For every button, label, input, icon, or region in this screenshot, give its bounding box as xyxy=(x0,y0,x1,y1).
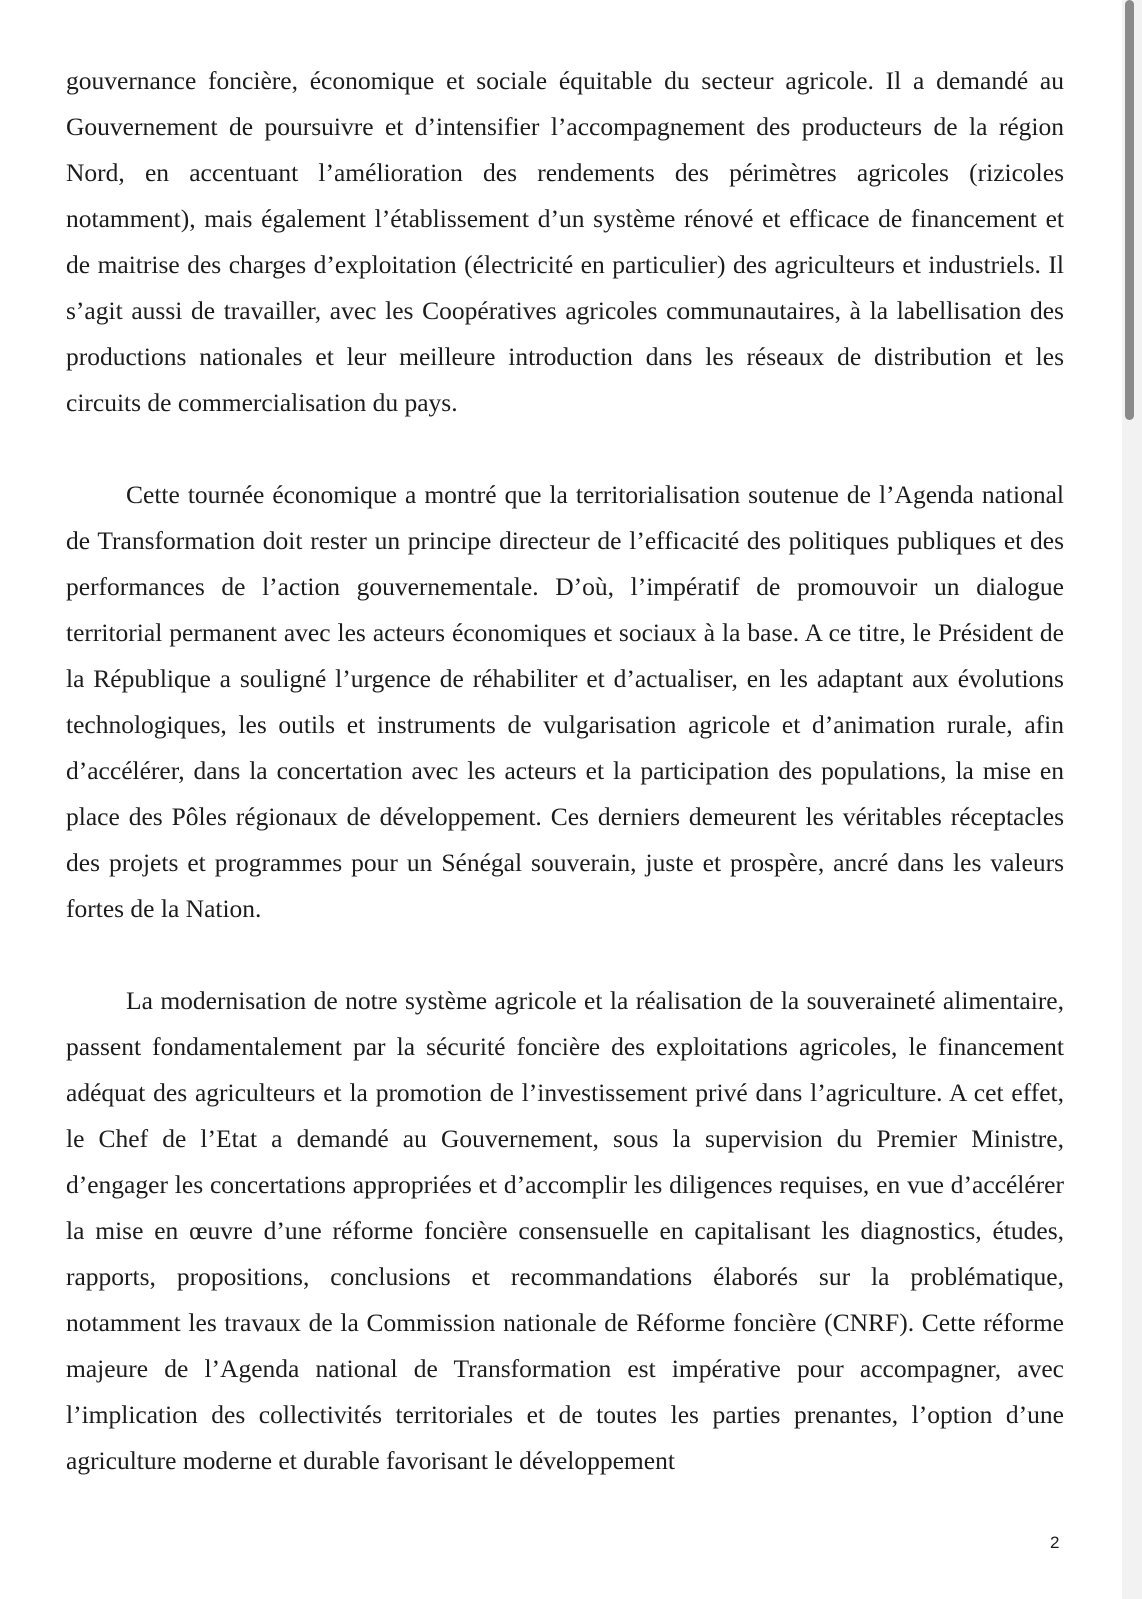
paragraph-continuation: gouvernance foncière, économique et sociale équitable du secteur agricole. Il a demandé au Gouvernement de poursuivre et d’intensifier l’accompagnement des producteurs de la région Nord, en accentuant l’amélioration des rendements des périmètres agricoles (rizicoles notamment), mais également l’établissement d’un système rénové et efficace de financement et de maitrise des charges d’exploitation (électricité en particulier) des agriculteurs et industriels. Il s’agit aussi de travailler, avec les Coopératives agricoles communautaires, à la labellisation des productions nationales et leur meilleure introduction dans les réseaux de distribution et les circuits de commercialisation du pays. xyxy=(66,66,1064,417)
page-number: 2 xyxy=(1050,1533,1060,1552)
document-body xyxy=(66,58,1064,1484)
paragraph-territorialisation: Cette tournée économique a montré que la territorialisation soutenue de l’Agenda national de Transformation doit rester un principe directeur de l’efficacité des politiques publiques et des performances de l’action gouvernementale. D’où, l’impératif de promouvoir un dialogue territorial permanent avec les acteurs économiques et sociaux à la base. A ce titre, le Président de la République a souligné l’urgence de réhabiliter et d’actualiser, en les adaptant aux évolutions technologiques, les outils et instruments de vulgarisation agricole et d’animation rurale, afin d’accélérer, dans la concertation avec les acteurs et la participation des populations, la mise en place des Pôles régionaux de développement. Ces derniers demeurent les véritables réceptacles des projets et programmes pour un Sénégal souverain, juste et prospère, ancré dans les valeurs fortes de la Nation. xyxy=(66,480,1064,923)
scrollbar-thumb[interactable] xyxy=(1125,0,1134,420)
vertical-scrollbar[interactable] xyxy=(1122,0,1142,1599)
paragraph-modernisation: La modernisation de notre système agricole et la réalisation de la souveraineté alimentaire, passent fondamentalement par la sécurité foncière des exploitations agricoles, le financement adéquat des agriculteurs et la promotion de l’investissement privé dans l’agriculture. A cet effet, le Chef de l’Etat a demandé au Gouvernement, sous la supervision du Premier Ministre, d’engager les concertations appropriées et d’accomplir les diligences requises, en vue d’accélérer la mise en œuvre d’une réforme foncière consensuelle en capitalisant les diagnostics, études, rapports, propositions, conclusions et recommandations élaborés sur la problématique, notamment les travaux de la Commission nationale de Réforme foncière (CNRF). Cette réforme majeure de l’Agenda national de Transformation est impérative pour accompagner, avec l’implication des collectivités territoriales et de toutes les parties prenantes, l’option d’une agriculture moderne et durable favorisant le développement xyxy=(66,986,1064,1475)
